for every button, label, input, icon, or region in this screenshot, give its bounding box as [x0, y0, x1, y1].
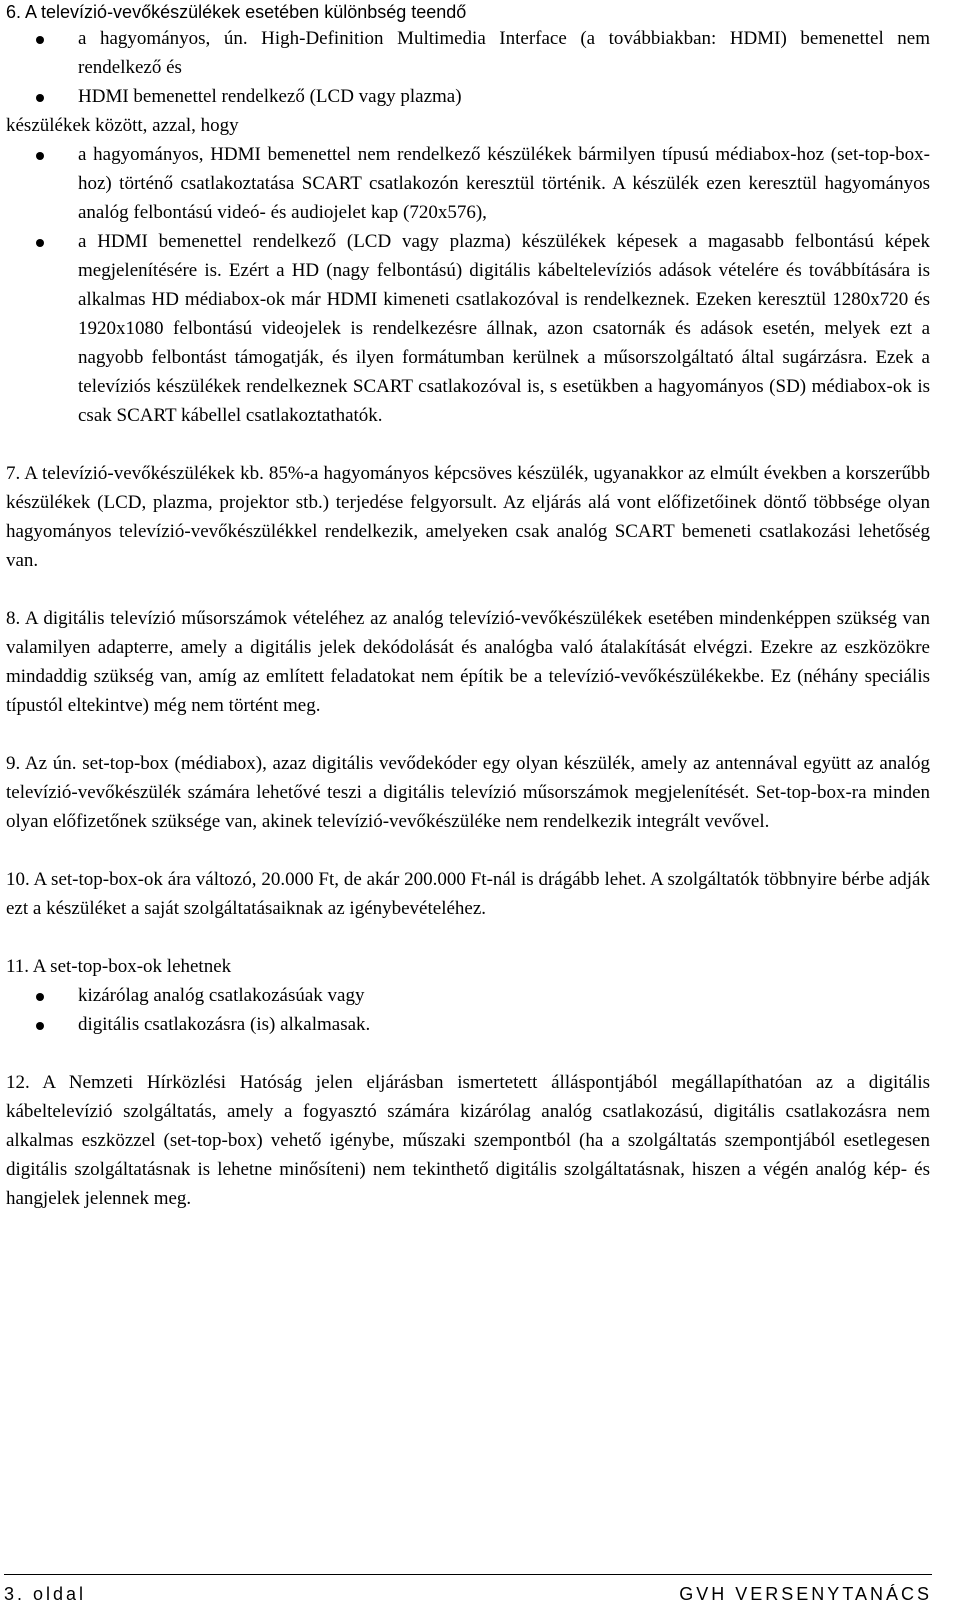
section-9: 9. Az ún. set-top-box (médiabox), azaz digitális vevődekóder egy olyan készülék, amely az antennával együtt az analóg televízió-vevőkészülék számára lehetővé teszi a digitális televízió műsorszámok megjelenítését. Set-top-box-ra minden olyan előfizetőnek szüksége van, akinek televízió-vevőkészüléke nem rendelkezik integrált vevővel.: [6, 753, 930, 832]
list-item: a hagyományos, HDMI bemenettel nem rendelkező készülékek bármilyen típusú médiabox-hoz (set-top-box-hoz) történő csatlakoztatása SCART csatlakozón keresztül történik. A készülék ezen keresztül hagyományos analóg felbontású videó- és audiojelet kap (720x576),: [6, 140, 930, 227]
document-page: [6, 0, 930, 1213]
section-6-between: készülékek között, azzal, hogy: [6, 115, 239, 136]
footer-divider: [4, 1574, 932, 1575]
section-11-title: 11. A set-top-box-ok lehetnek: [6, 956, 232, 977]
section-11-list: [6, 981, 930, 1039]
page-footer: [4, 1580, 932, 1609]
list-item: a HDMI bemenettel rendelkező (LCD vagy plazma) készülékek képesek a magasabb felbontású képek megjelenítésére is. Ezért a HD (nagy felbontású) digitális kábeltelevíziós adások vételére és továbbítására is alkalmas HD médiabox-ok már HDMI kimeneti csatlakozóval is rendelkeznek. Ezeken keresztül 1280x720 és 1920x1080 felbontású videojelek is rendelkezésre állnak, azon csatornák és adások esetén, melyek ezt a nagyobb felbontást támogatják, és ilyen formátumban kerülnek a műsorszolgáltató által sugárzásra. Ezek a televíziós készülékek rendelkeznek SCART csatlakozóval is, s esetükben a hagyományos (SD) médiabox-ok is csak SCART kábellel csatlakoztathatók.: [6, 227, 930, 430]
section-6-list-a: [6, 24, 930, 111]
list-item: digitális csatlakozásra (is) alkalmasak.: [6, 1010, 930, 1039]
section-6-title: 6. A televízió-vevőkészülékek esetében különbség teendő: [6, 2, 467, 22]
section-8: 8. A digitális televízió műsorszámok vételéhez az analóg televízió-vevőkészülékek esetében mindenképpen szükség van valamilyen adapterre, amely a digitális jelek dekódolását és analógba való átalakítását elvégzi. Ezekre az eszközökre mindaddig szükség van, amíg az említett feladatokat nem építik be a televízió-vevőkészülékekbe. Ez (néhány speciális típustól eltekintve) még nem történt meg.: [6, 608, 930, 716]
section-7: 7. A televízió-vevőkészülékek kb. 85%-a hagyományos képcsöves készülék, ugyanakkor az elmúlt években a korszerűbb készülékek (LCD, plazma, projektor stb.) terjedése felgyorsult. Az eljárás alá vont előfizetőinek döntő többsége olyan hagyományos televízió-vevőkészülékkel rendelkezik, amelyeken csak analóg SCART bemeneti csatlakozási lehetőség van.: [6, 463, 930, 571]
page-number: 3. oldal: [4, 1584, 87, 1604]
section-6-list-b: [6, 140, 930, 430]
list-item: a hagyományos, ún. High-Definition Multimedia Interface (a továbbiakban: HDMI) bemenettel nem rendelkező és: [6, 24, 930, 82]
section-12: 12. A Nemzeti Hírközlési Hatóság jelen eljárásban ismertetett álláspontjából megállapíthatóan az a digitális kábeltelevízió szolgáltatás, amely a fogyasztó számára kizárólag analóg csatlakozású, digitális csatlakozásra nem alkalmas eszközzel (set-top-box) vehető igénybe, műszaki szempontból (ha a szolgáltatás szempontjából esetlegesen digitális szolgáltatásnak is lehetne minősíteni) nem tekinthető digitális szolgáltatásnak, hiszen a végén analóg kép- és hangjelek jelennek meg.: [6, 1072, 930, 1209]
section-10: 10. A set-top-box-ok ára változó, 20.000 Ft, de akár 200.000 Ft-nál is drágább lehet. A szolgáltatók többnyire bérbe adják ezt a készüléket a saját szolgáltatásaiknak az igénybevételéhez.: [6, 869, 930, 919]
list-item: HDMI bemenettel rendelkező (LCD vagy plazma): [6, 82, 930, 111]
footer-organization: GVH VERSENYTANÁCS: [679, 1584, 932, 1604]
list-item: kizárólag analóg csatlakozásúak vagy: [6, 981, 930, 1010]
